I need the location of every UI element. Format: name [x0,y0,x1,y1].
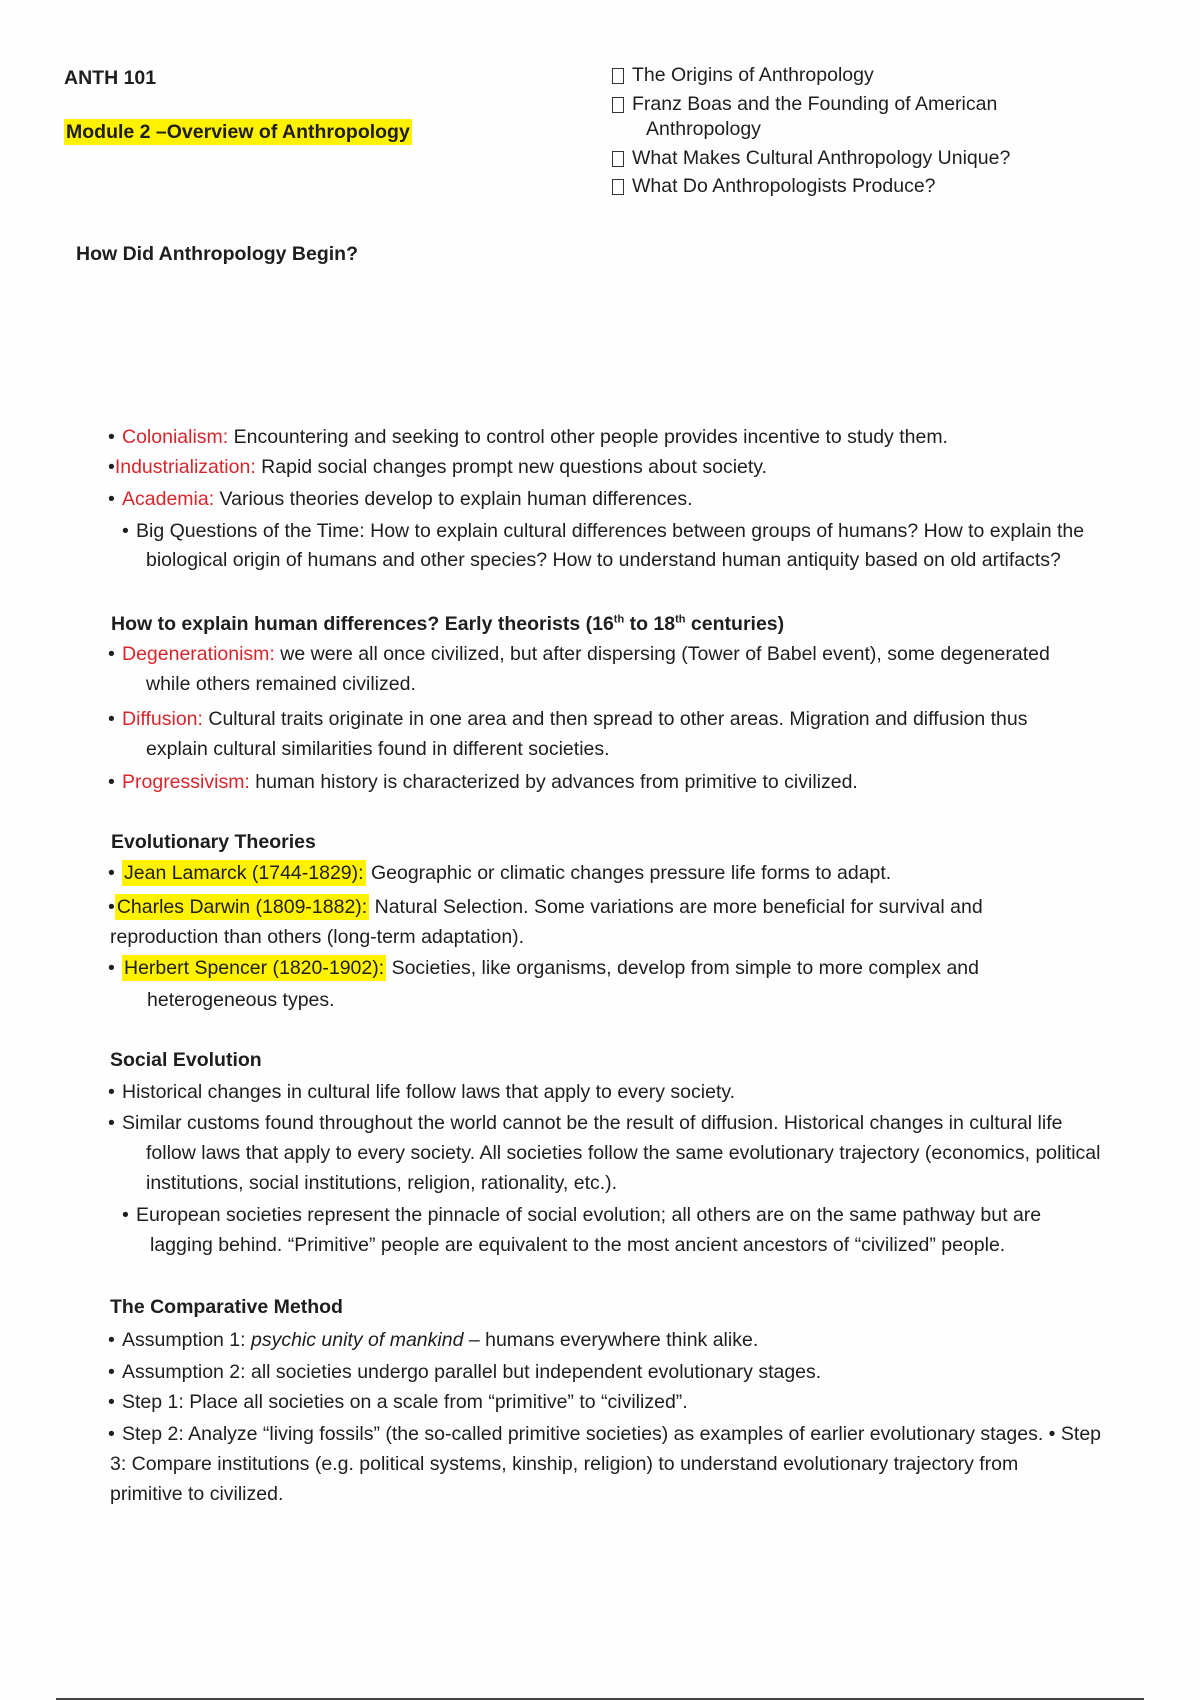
term-diffusion: Diffusion: [122,708,203,730]
social-bullet-3-line-1: European societies represent the pinnacle of social evolution; all others are on the same pathway but are [136,1204,1042,1226]
checkbox-icon [612,179,624,195]
bullet-social-2: • Similar customs found throughout the world cannot be the result of diffusion. Historical changes in cultural life [108,1112,1063,1134]
social-bullet-2-line-2: follow laws that apply to every society. All societies follow the same evolutionary trajectory (economics, political [146,1142,1101,1164]
heading-part: centuries) [685,613,785,635]
footer-divider [56,1698,1144,1700]
degenerationism-text: we were all once civilized, but after dispersing (Tower of Babel event), some degenerated [274,643,1050,665]
heading-sup: th [613,613,625,626]
bullet-step-1: • Step 1: Place all societies on a scale from “primitive” to “civilized”. [108,1391,688,1413]
darwin-text-line-2: reproduction than others (long-term adaptation). [110,926,525,948]
toc-item-continuation [612,120,1092,140]
assumption-1-rest: – humans everywhere think alike. [463,1329,759,1351]
bullet-assumption-1: • Assumption 1: psychic unity of mankind – humans everywhere think alike. [108,1329,759,1351]
diffusion-text: Cultural traits originate in one area and then spread to other areas. Migration and diffusion thus [202,708,1028,730]
step-1-text: Step 1: Place all societies on a scale from “primitive” to “civilized”. [122,1391,688,1413]
term-degenerationism: Degenerationism: [122,643,275,665]
module-title [64,123,412,143]
spencer-text: Societies, like organisms, develop from simple to more complex and [386,957,979,979]
name-darwin: Charles Darwin (1809-1882): [116,896,368,918]
toc-item[interactable] [612,177,1092,197]
bullet-academia: • Academia: Various theories develop to explain human differences. [108,488,693,510]
module-title-text: Module 2 –Overview of Anthropology [66,121,410,143]
social-bullet-3-line-2: lagging behind. “Primitive” people are equivalent to the most ancient ancestors of “civilized” people. [150,1234,1006,1256]
step-3-line-1: 3: Compare institutions (e.g. political systems, kinship, religion) to understand evolutionary trajectory from [110,1453,1019,1475]
industrialization-text: Rapid social changes prompt new questions about society. [255,456,768,478]
diffusion-text-line-2: explain cultural similarities found in different societies. [146,738,610,760]
bullet-social-1: • Historical changes in cultural life follow laws that apply to every society. [108,1081,736,1103]
name-lamarck: Jean Lamarck (1744-1829): [124,862,364,884]
toc-item-label: What Makes Cultural Anthropology Unique? [632,146,1011,169]
term-academia: Academia: [122,488,215,510]
assumption-1-italic: psychic unity of mankind [250,1329,464,1351]
term-industrialization: Industrialization: [114,456,256,478]
lamarck-text: Geographic or climatic changes pressure life forms to adapt. [365,862,892,884]
bullet-step-2: • Step 2: Analyze “living fossils” (the so-called primitive societies) as examples of earlier evolutionary stages. • Step [108,1423,1102,1445]
section-heading-comparative-method: The Comparative Method [110,1296,343,1318]
section-heading-evolutionary: Evolutionary Theories [111,831,316,853]
social-bullet-2-line-1: Similar customs found throughout the world cannot be the result of diffusion. Historical changes in cultural life [122,1112,1063,1134]
academia-text: Various theories develop to explain human differences. [214,488,693,510]
term-colonialism: Colonialism: [122,426,229,448]
bullet-darwin: • Charles Darwin (1809-1882): Natural Selection. Some variations are more beneficial for survival and [108,896,983,918]
section-heading-begin: How Did Anthropology Begin? [76,243,358,265]
checkbox-icon [612,68,624,84]
toc-item-label: What Do Anthropologists Produce? [632,175,936,197]
section-heading-social-evolution: Social Evolution [110,1049,262,1071]
step-2-line-1: Step 2: Analyze “living fossils” (the so-called primitive societies) as examples of earlier evolutionary stages. • Step [122,1423,1102,1445]
bullet-spencer: • Herbert Spencer (1820-1902): Societies, like organisms, develop from simple to more complex and [108,957,979,979]
progressivism-text: human history is characterized by advances from primitive to civilized. [249,771,858,793]
section-heading-early-theorists [111,615,784,635]
colonialism-text: Encountering and seeking to control other people provides incentive to study them. [228,426,948,448]
bullet-progressivism: • Progressivism: human history is characterized by advances from primitive to civilized. [108,771,858,793]
assumption-2-text: Assumption 2: all societies undergo parallel but independent evolutionary stages. [122,1361,822,1383]
toc-item-label: Franz Boas and the Founding of American [632,92,998,115]
checkbox-icon [612,97,624,113]
bullet-big-questions: • Big Questions of the Time: How to explain cultural differences between groups of humans? How to explain the [122,520,1085,542]
bullet-degenerationism: • Degenerationism: we were all once civilized, but after dispersing (Tower of Babel event), some degenerated [108,643,1050,665]
term-progressivism: Progressivism: [122,771,250,793]
toc-item[interactable] [612,146,1092,169]
bullet-assumption-2: • Assumption 2: all societies undergo parallel but independent evolutionary stages. [108,1361,822,1383]
toc-item-label: The Origins of Anthropology [632,64,874,86]
spencer-text-line-2: heterogeneous types. [147,989,335,1011]
bullet-industrialization: •Industrialization: Rapid social changes prompt new questions about society. [108,456,768,478]
heading-part: How to explain human differences? Early theorists (16 [111,613,614,635]
bullet-social-3: • European societies represent the pinnacle of social evolution; all others are on the same pathway but are [122,1204,1042,1226]
big-questions-line-2: biological origin of humans and other species? How to understand human antiquity based on old artifacts? [146,549,1061,571]
heading-sup: th [675,613,686,626]
bullet-colonialism: • Colonialism: Encountering and seeking to control other people provides incentive to study them. [108,426,948,448]
heading-part: to 18 [624,613,676,635]
checkbox-icon [612,151,624,167]
assumption-1-lead: Assumption 1: [122,1329,251,1351]
social-bullet-1-text: Historical changes in cultural life follow laws that apply to every society. [122,1081,736,1103]
toc-item[interactable] [612,92,1092,115]
social-bullet-2-line-3: institutions, social institutions, religion, rationality, etc.). [146,1172,618,1194]
name-spencer: Herbert Spencer (1820-1902): [124,957,385,979]
toc-list [612,66,1092,197]
degenerationism-text-line-2: while others remained civilized. [146,673,416,695]
step-3-line-2: primitive to civilized. [110,1483,284,1505]
toc-item-label: Anthropology [646,118,761,140]
darwin-text: Natural Selection. Some variations are more beneficial for survival and [369,896,983,918]
big-questions-line-1: Big Questions of the Time: How to explain cultural differences between groups of humans? How to explain the [136,520,1085,542]
toc-item[interactable] [612,66,1092,86]
course-code: ANTH 101 [64,67,157,89]
bullet-lamarck: • Jean Lamarck (1744-1829): Geographic or climatic changes pressure life forms to adapt. [108,862,892,884]
bullet-diffusion: • Diffusion: Cultural traits originate in one area and then spread to other areas. Migration and diffusion thus [108,708,1028,730]
